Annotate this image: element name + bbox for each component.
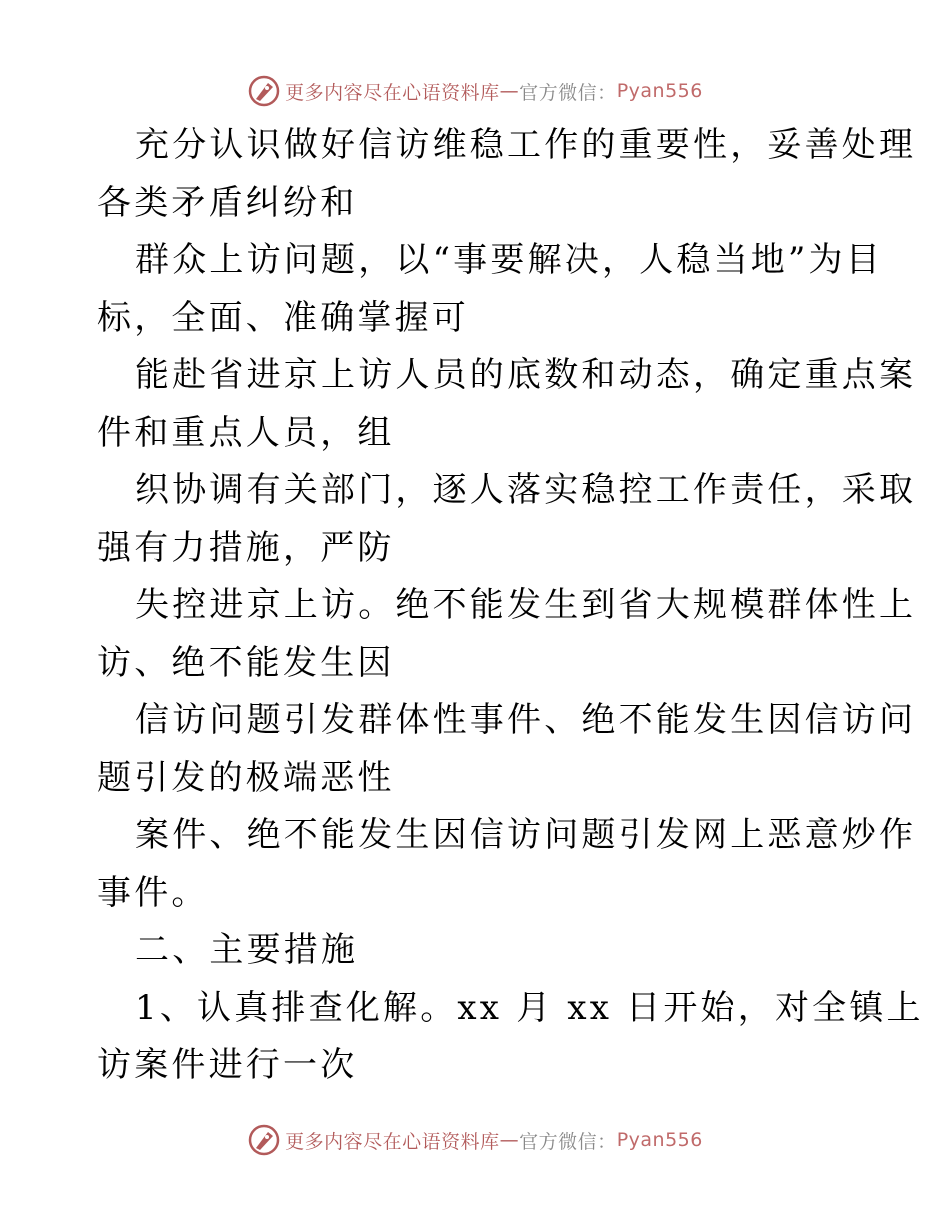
section-heading: 二、主要措施: [135, 930, 359, 970]
paragraph-line: 群众上访问题，以“事要解决，人稳当地”为目: [135, 240, 883, 280]
pen-nib-logo-icon: [247, 74, 281, 108]
watermark-wechat-id: Pyan556: [616, 1129, 703, 1151]
paragraph-line: 访、绝不能发生因: [97, 642, 395, 683]
paragraph-line: 题引发的极端恶性: [97, 757, 395, 798]
footer-watermark: [0, 1120, 950, 1160]
document-body: [97, 117, 924, 1095]
paragraph-line: 能赴省进京上访人员的底数和动态，确定重点案: [135, 355, 917, 395]
pen-nib-logo-icon: [247, 1123, 281, 1157]
paragraph-line: 访案件进行一次: [97, 1045, 358, 1085]
paragraph-line: 案件、绝不能发生因信访问题引发网上恶意炒作: [135, 815, 917, 855]
paragraph-line: 各类矛盾纠纷和: [97, 182, 358, 223]
watermark-dash: —: [499, 80, 520, 102]
paragraph-line: 织协调有关部门，逐人落实稳控工作责任，采取: [135, 470, 917, 510]
watermark-wechat-id: Pyan556: [616, 80, 703, 102]
watermark-official-label: 官方微信：: [519, 1130, 617, 1153]
paragraph-line: 强有力措施，严防: [97, 527, 395, 568]
watermark-site-name: 更多内容尽在心语资料库: [285, 81, 500, 104]
paragraph-line: 失控进京上访。绝不能发生到省大规模群体性上: [135, 585, 917, 625]
watermark-dash: —: [499, 1129, 520, 1151]
paragraph-line: 标，全面、准确掌握可: [97, 297, 469, 338]
header-watermark: [0, 71, 950, 111]
paragraph-line: 信访问题引发群体性事件、绝不能发生因信访问: [135, 700, 917, 740]
watermark-official-label: 官方微信：: [519, 81, 617, 104]
paragraph-line: 件和重点人员，组: [97, 412, 395, 453]
watermark-site-name: 更多内容尽在心语资料库: [285, 1130, 500, 1153]
paragraph-line: 事件。: [97, 872, 209, 913]
paragraph-line: 1、认真排查化解。xx 月 xx 日开始，对全镇上: [135, 987, 924, 1028]
paragraph-line: 充分认识做好信访维稳工作的重要性，妥善处理: [135, 125, 917, 165]
